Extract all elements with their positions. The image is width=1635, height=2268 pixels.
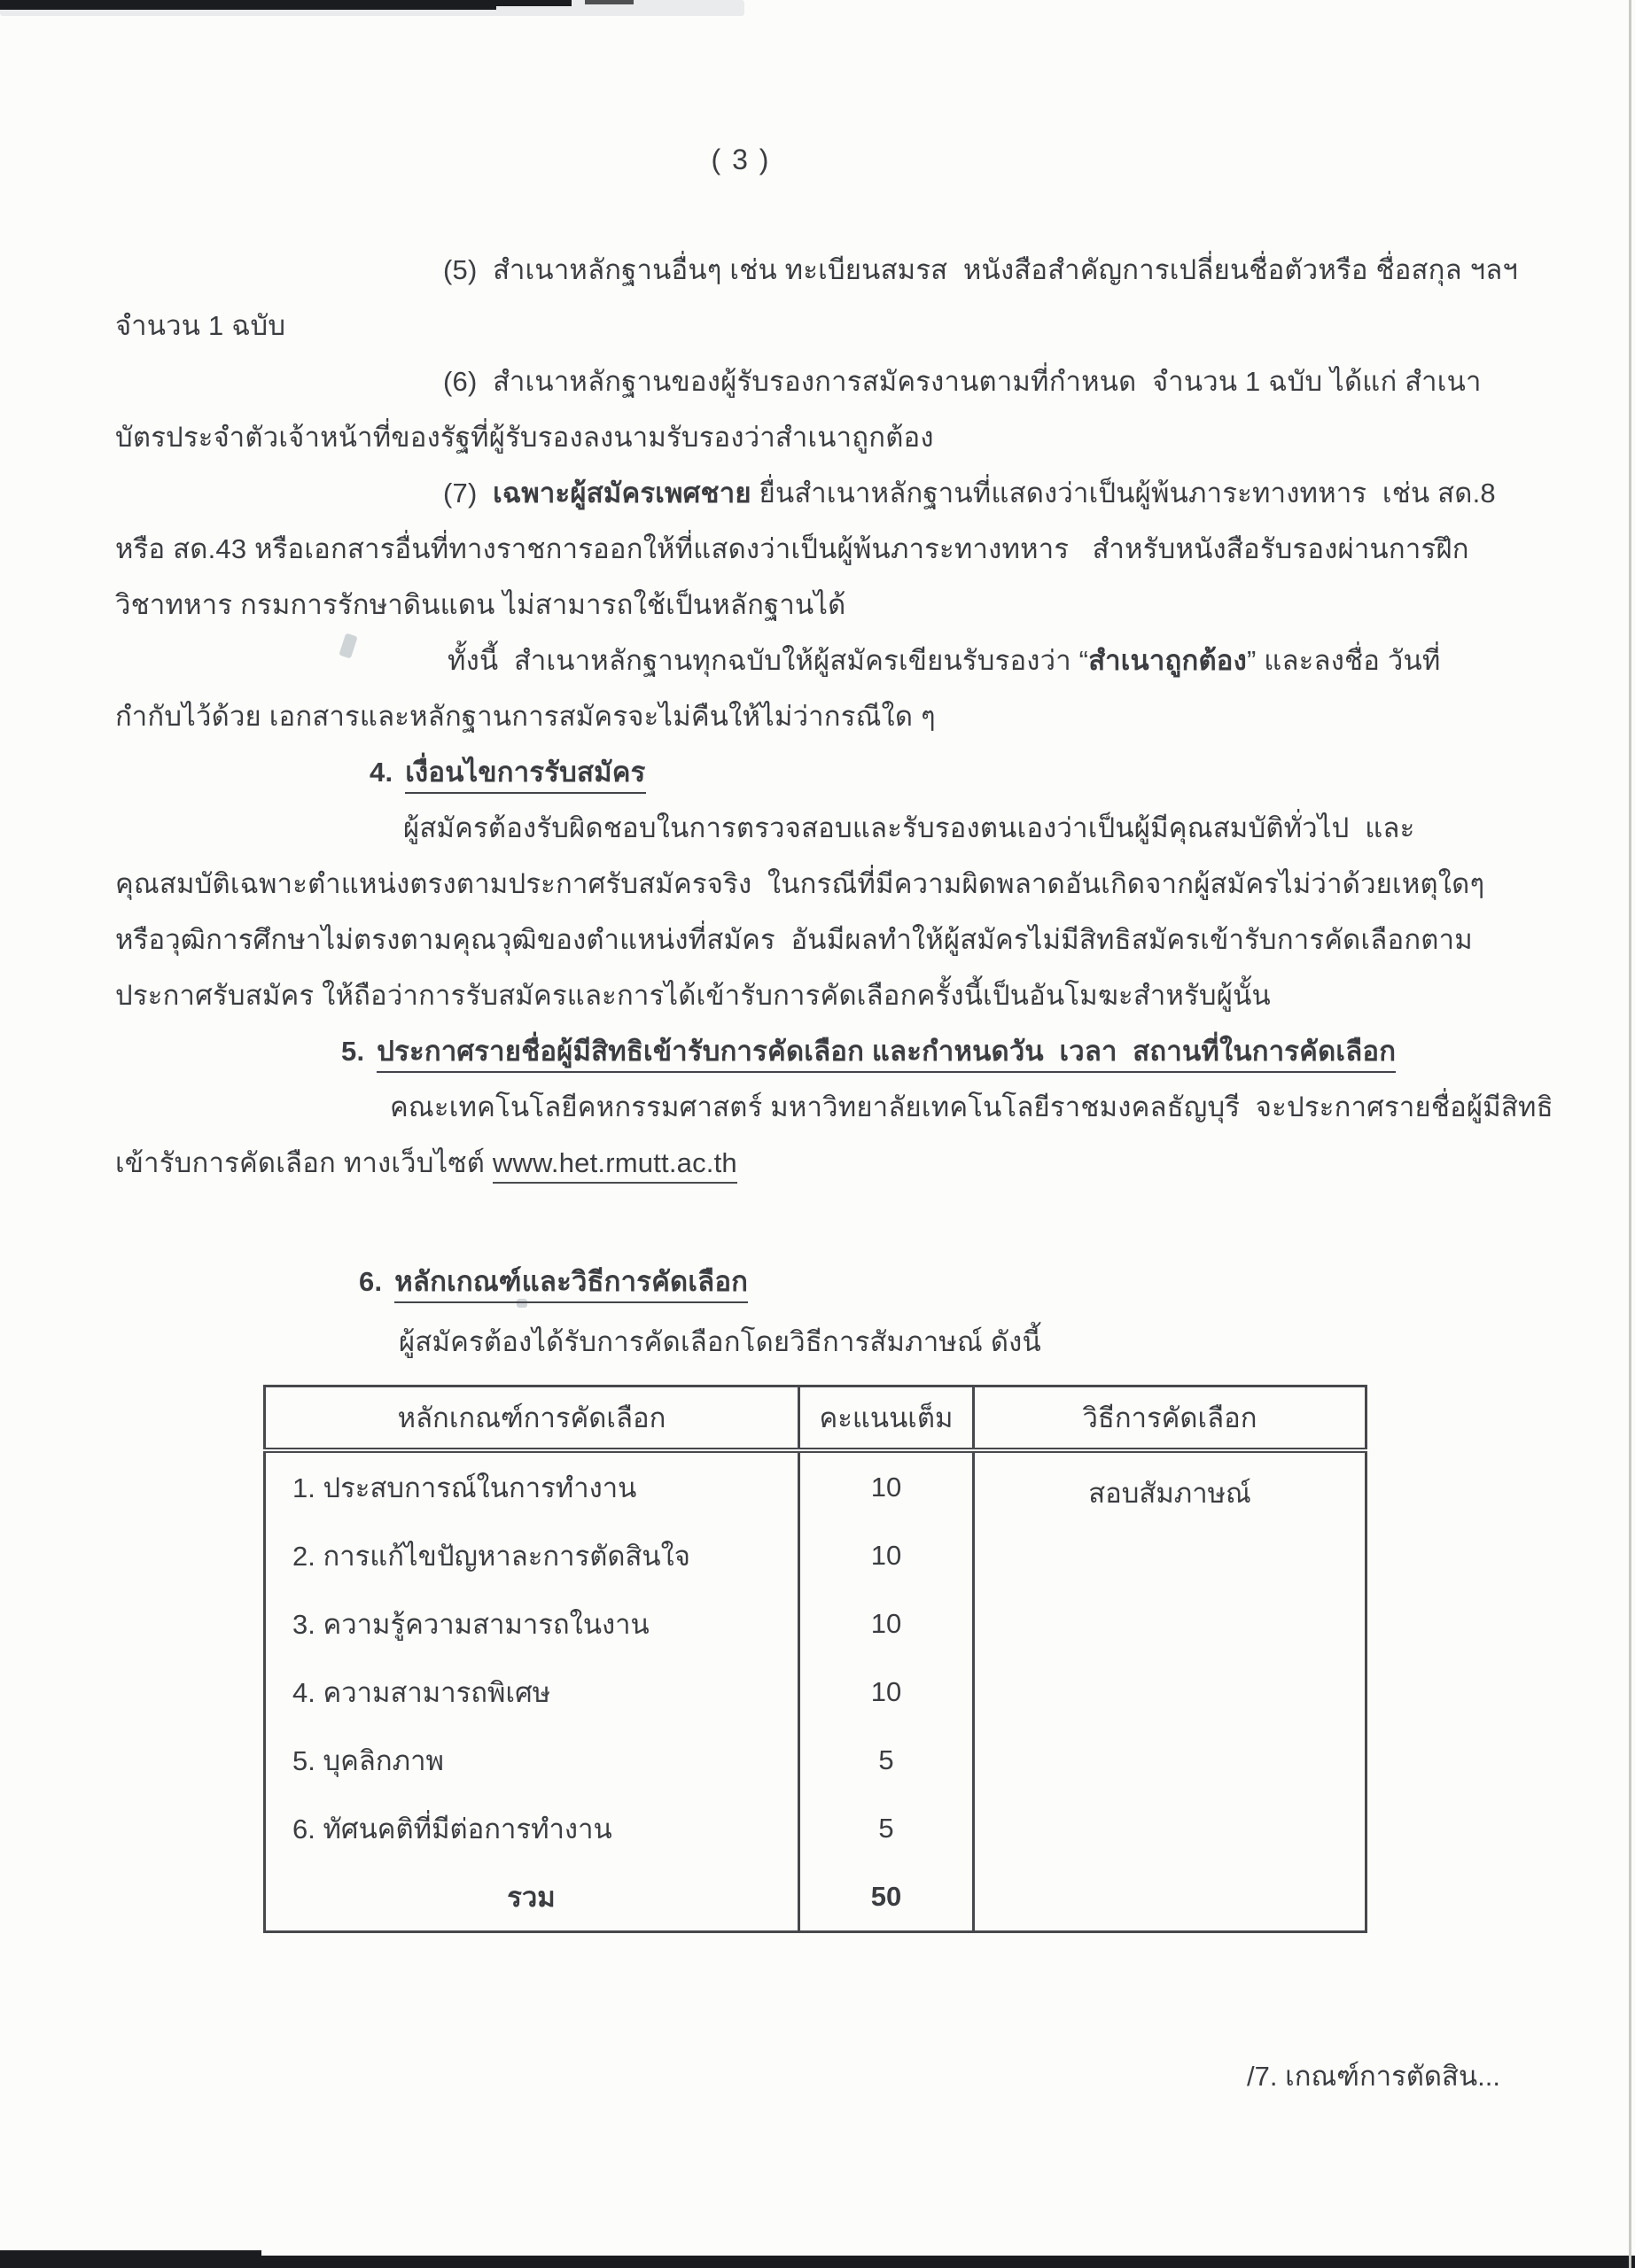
criteria-cell: 4. ความสามารถพิเศษ (265, 1658, 799, 1726)
note-certified-copy-bold: สำเนาถูกต้อง (1088, 645, 1247, 676)
scan-artifact-top-bar-3 (585, 0, 634, 4)
table-row (265, 1521, 1366, 1589)
table-header-max-score: คะแนนเต็ม (799, 1386, 974, 1451)
criteria-cell: 5. บุคลิกภาพ (265, 1726, 799, 1794)
table-row (265, 1589, 1366, 1658)
score-cell: 10 (799, 1450, 974, 1521)
clause-5-line-2: จำนวน 1 ฉบับ (115, 310, 286, 341)
total-label-cell: รวม (265, 1862, 799, 1932)
section-6-title: หลักเกณฑ์และวิธีการคัดเลือก (394, 1266, 748, 1303)
table-row (265, 1726, 1366, 1794)
method-cell: สอบสัมภาษณ์ (974, 1450, 1366, 1521)
method-cell (974, 1589, 1366, 1658)
clause-6-line-2: บัตรประจำตัวเจ้าหน้าที่ของรัฐที่ผู้รับรองลงนามรับรองว่าสำเนาถูกต้อง (115, 422, 934, 453)
section-4-line-4: ประกาศรับสมัคร ให้ถือว่าการรับสมัครและการได้เข้ารับการคัดเลือกครั้งนี้เป็นอันโมฆะสำหรับผู้นั้น (115, 980, 1271, 1011)
scan-edge-line (1629, 0, 1631, 2268)
score-cell: 10 (799, 1521, 974, 1589)
clause-7-line-2: หรือ สด.43 หรือเอกสารอื่นที่ทางราชการออกให้ที่แสดงว่าเป็นผู้พ้นภาระทางทหาร สำหรับหนังสือรับรองผ่านการฝึก (115, 533, 1469, 564)
selection-criteria-table (263, 1385, 1367, 1933)
section-4-line-1: ผู้สมัครต้องรับผิดชอบในการตรวจสอบและรับรองตนเองว่าเป็นผู้มีคุณสมบัติทั่วไป และ (403, 812, 1415, 843)
note-line-1 (448, 641, 1441, 680)
score-cell: 10 (799, 1589, 974, 1658)
clause-7-number: (7) (443, 478, 494, 509)
score-cell: 5 (799, 1726, 974, 1794)
section-4-heading (370, 753, 646, 792)
section-6-intro: ผู้สมัครต้องได้รับการคัดเลือกโดยวิธีการสัมภาษณ์ ดังนี้ (399, 1326, 1041, 1357)
table-header-row (265, 1386, 1366, 1451)
table-header-criteria: หลักเกณฑ์การคัดเลือก (265, 1386, 799, 1451)
section-6-number: 6. (359, 1266, 383, 1297)
section-5-line-1: คณะเทคโนโลยีคหกรรมศาสตร์ มหาวิทยาลัยเทคโนโลยีราชมงคลธัญบุรี จะประกาศรายชื่อผู้มีสิทธิ (390, 1091, 1553, 1122)
clause-7-line-1-rest: ยื่นสำเนาหลักฐานที่แสดงว่าเป็นผู้พ้นภาระทางทหาร เช่น สด.8 (751, 478, 1496, 509)
criteria-cell: 1. ประสบการณ์ในการทำงาน (265, 1450, 799, 1521)
method-cell (974, 1521, 1366, 1589)
scan-speck-1 (339, 633, 357, 658)
method-cell (974, 1726, 1366, 1794)
note-line-1-pre: ทั้งนี้ สำเนาหลักฐานทุกฉบับให้ผู้สมัครเขียนรับรองว่า “ (448, 645, 1089, 676)
total-score-cell: 50 (799, 1862, 974, 1932)
method-cell (974, 1794, 1366, 1862)
table-row (265, 1794, 1366, 1862)
section-4-line-2: คุณสมบัติเฉพาะตำแหน่งตรงตามประกาศรับสมัครจริง ในกรณีที่มีความผิดพลาดอันเกิดจากผู้สมัครไม่ว่าด้วยเหตุใดๆ (115, 868, 1485, 899)
note-line-1-post: ” และลงชื่อ วันที่ (1246, 645, 1441, 676)
section-4-line-3: หรือวุฒิการศึกษาไม่ตรงตามคุณวุฒิของตำแหน่งที่สมัคร อันมีผลทำให้ผู้สมัครไม่มีสิทธิสมัครเข้ารับการคัดเลือกตาม (115, 924, 1473, 955)
table-row (265, 1450, 1366, 1521)
score-cell: 5 (799, 1794, 974, 1862)
page-number: ( 3 ) (711, 144, 771, 175)
website-url-link: www.het.rmutt.ac.th (493, 1147, 737, 1184)
clause-7-line-3: วิชาทหาร กรมการรักษาดินแดน ไม่สามารถใช้เป็นหลักฐานได้ (115, 589, 846, 620)
continuation-footer: /7. เกณฑ์การตัดสิน... (1247, 2061, 1500, 2092)
clause-5-line-1: (5) สำเนาหลักฐานอื่นๆ เช่น ทะเบียนสมรส หนังสือสำคัญการเปลี่ยนชื่อตัวหรือ ชื่อสกุล ฯลฯ (443, 254, 1519, 285)
criteria-cell: 2. การแก้ไขปัญหาละการตัดสินใจ (265, 1521, 799, 1589)
criteria-cell: 3. ความรู้ความสามารถในงาน (265, 1589, 799, 1658)
section-6-heading (359, 1262, 748, 1301)
section-5-number: 5. (341, 1036, 365, 1067)
criteria-cell: 6. ทัศนคติที่มีต่อการทำงาน (265, 1794, 799, 1862)
scan-artifact-top-bar (0, 0, 496, 10)
section-5-title: ประกาศรายชื่อผู้มีสิทธิเข้ารับการคัดเลือก และกำหนดวัน เวลา สถานที่ในการคัดเลือก (377, 1036, 1396, 1073)
table-total-row (265, 1862, 1366, 1932)
section-5-heading (341, 1032, 1396, 1071)
clause-7-bold-lead: เฉพาะผู้สมัครเพศชาย (493, 478, 751, 509)
section-5-line-2 (115, 1144, 737, 1183)
scan-artifact-top-bar-2 (492, 0, 572, 6)
total-method-cell (974, 1862, 1366, 1932)
score-cell: 10 (799, 1658, 974, 1726)
method-cell (974, 1658, 1366, 1726)
section-5-line-2-pre: เข้ารับการคัดเลือก ทางเว็บไซต์ (115, 1147, 493, 1178)
table-row (265, 1658, 1366, 1726)
section-4-title: เงื่อนไขการรับสมัคร (405, 757, 645, 794)
section-4-number: 4. (370, 757, 393, 788)
scan-artifact-bottom-bar (0, 2256, 1635, 2268)
table-header-method: วิธีการคัดเลือก (974, 1386, 1366, 1451)
clause-6-line-1: (6) สำเนาหลักฐานของผู้รับรองการสมัครงานตามที่กำหนด จำนวน 1 ฉบับ ได้แก่ สำเนา (443, 366, 1482, 397)
clause-7-line-1 (443, 474, 1496, 513)
note-line-2: กำกับไว้ด้วย เอกสารและหลักฐานการสมัครจะไม่คืนให้ไม่ว่ากรณีใด ๆ (115, 701, 936, 732)
